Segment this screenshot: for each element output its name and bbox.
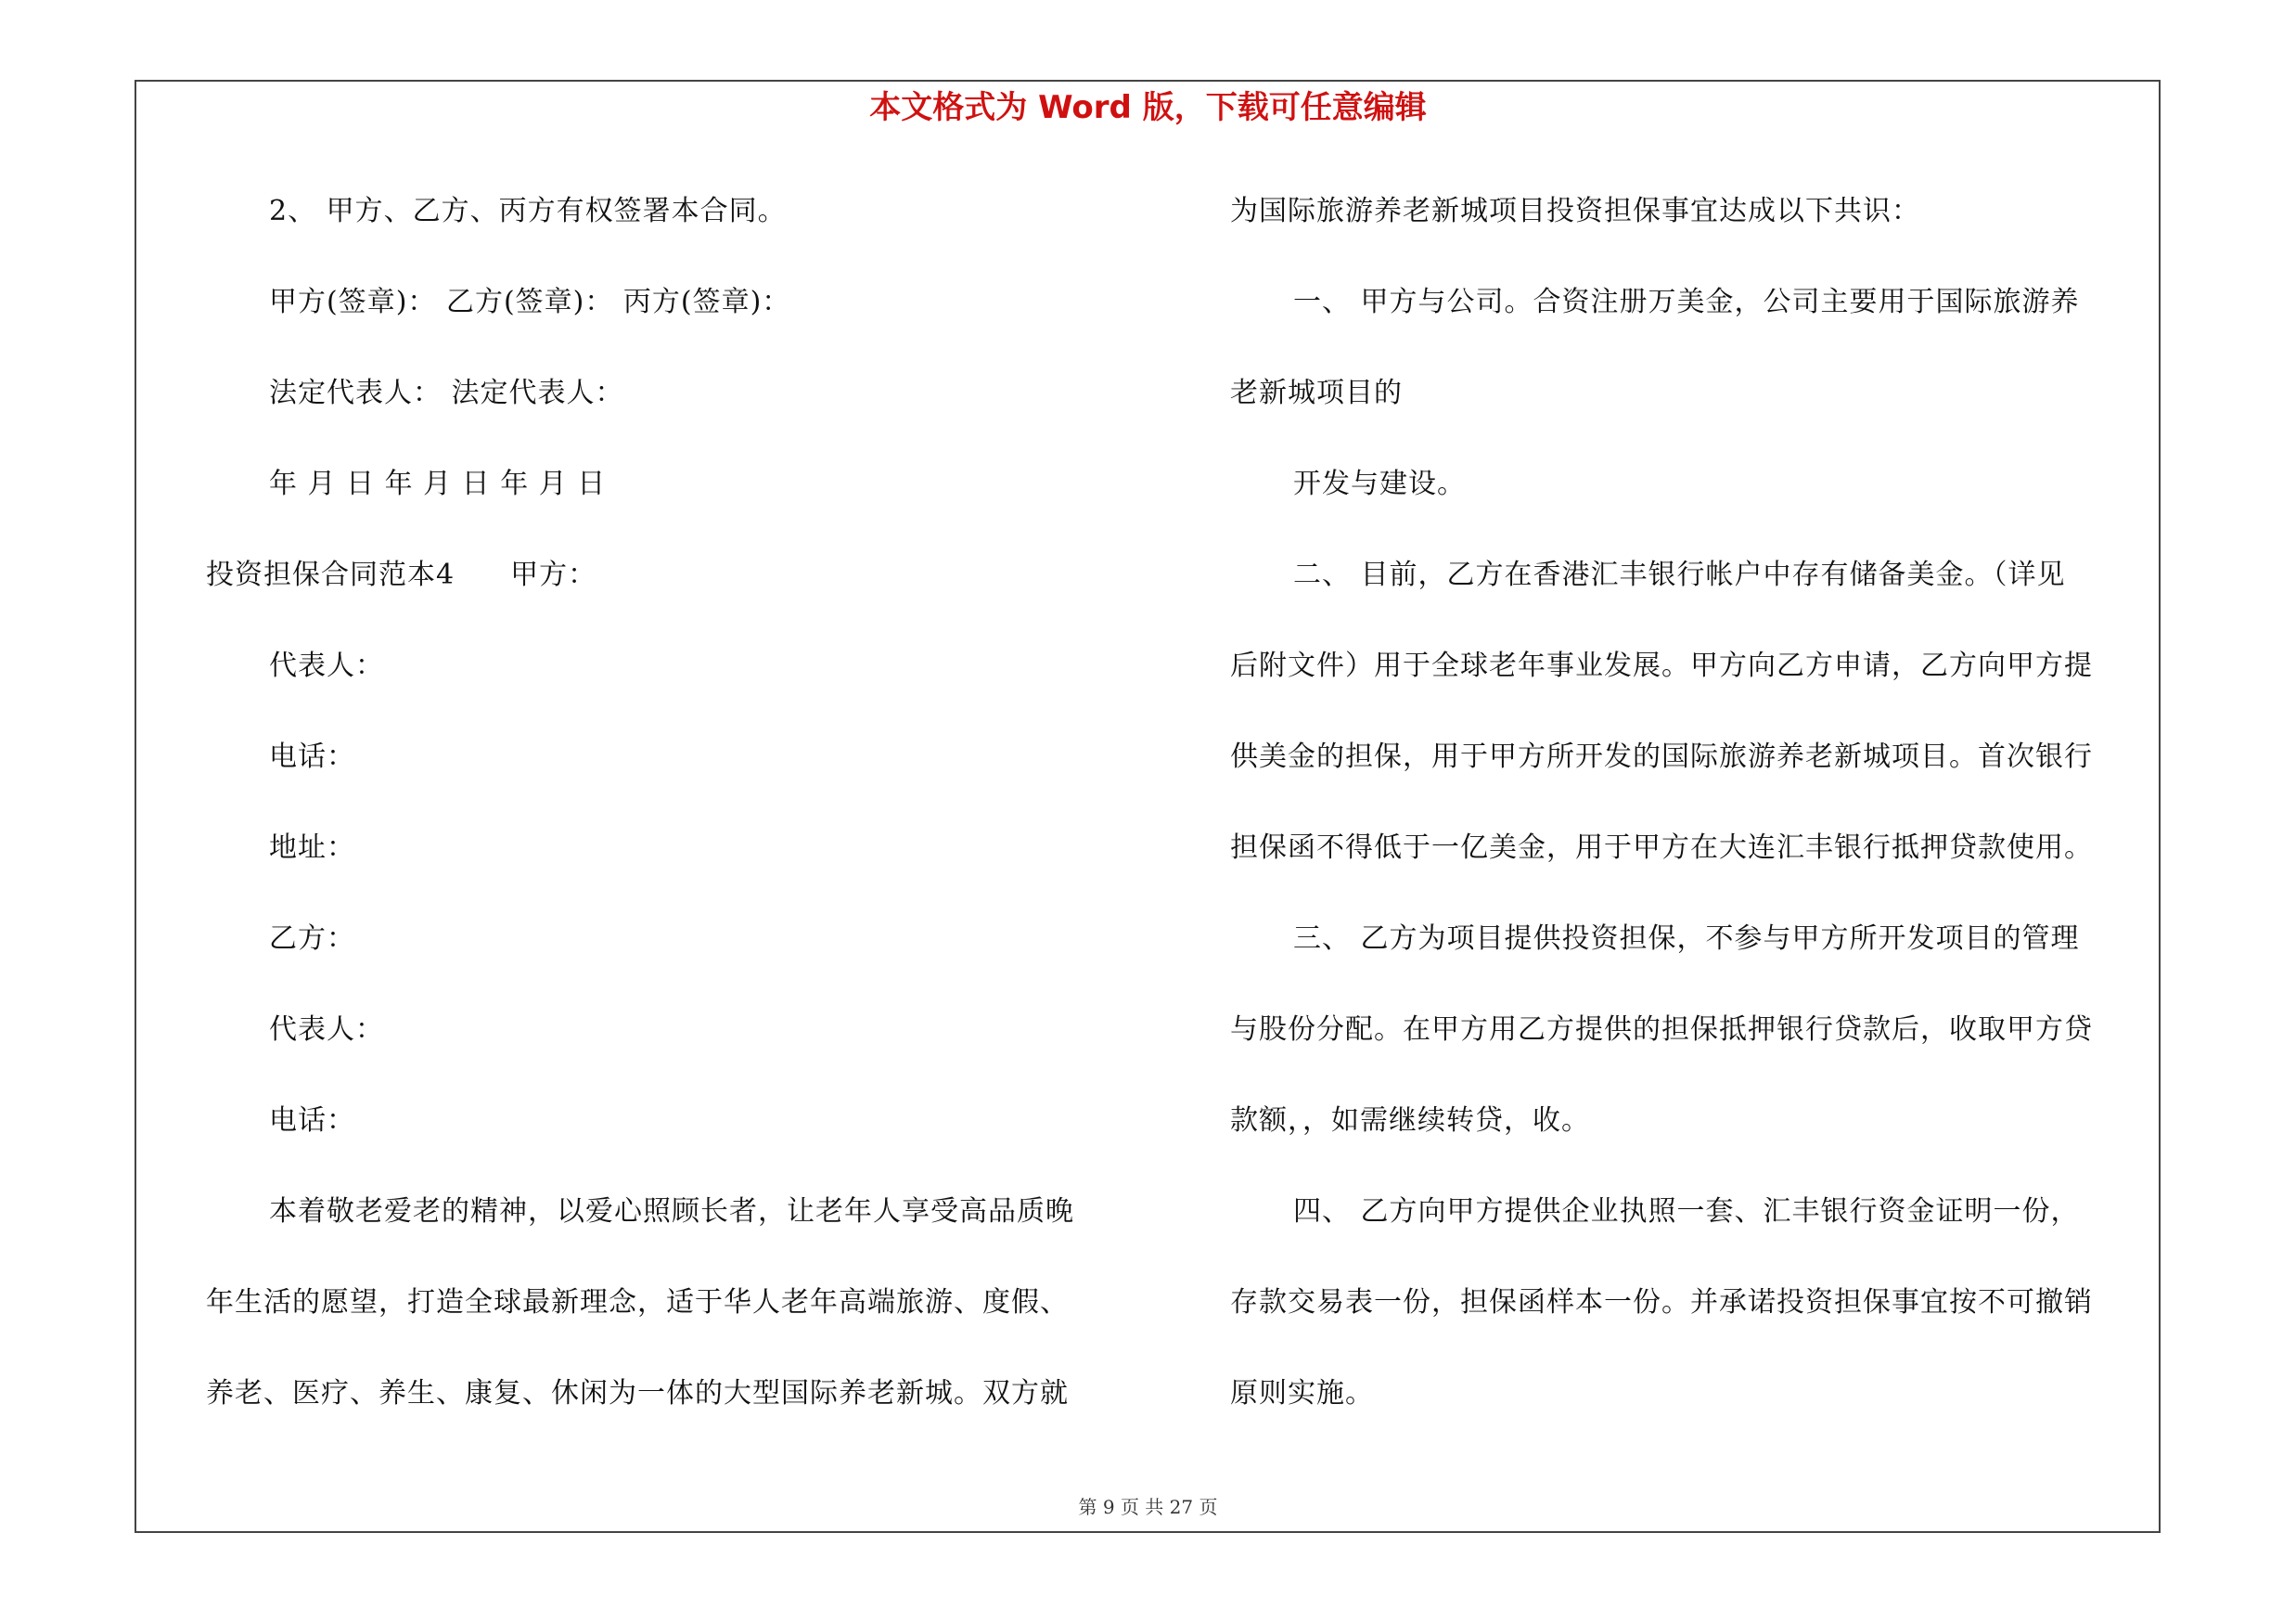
left-column <box>206 181 1171 1454</box>
page-number: 第 9 页 共 27 页 <box>1078 1496 1218 1518</box>
preamble-line-2: 年生活的愿望，打造全球最新理念，适于华人老年高端旅游、度假、 <box>206 1286 1069 1319</box>
right-column <box>1230 181 2167 1454</box>
party-a-representative: 代表人： <box>269 650 384 682</box>
party-a-address: 地址： <box>269 831 355 864</box>
clause-3-line-1: 三、 乙方为项目提供投资担保，不参与甲方所开发项目的管理 <box>1293 922 2080 955</box>
clause-2-line-1: 二、 目前，乙方在香港汇丰银行帐户中存有储备美金。（详见 <box>1293 559 2066 591</box>
clause-1-line-1: 一、 甲方与公司。合资注册万美金，公司主要用于国际旅游养 <box>1293 286 2080 318</box>
word-format-banner: 本文格式为 Word 版，下载可任意编辑 <box>869 89 1427 126</box>
clause-2-line-3: 供美金的担保，用于甲方所开发的国际旅游养老新城项目。首次银行 <box>1230 741 2093 773</box>
clause-3-line-2: 与股份分配。在甲方用乙方提供的担保抵押银行贷款后，收取甲方贷 <box>1230 1013 2093 1046</box>
party-a-label: 甲方： <box>510 559 597 591</box>
clause-4-line-3: 原则实施。 <box>1230 1377 1374 1410</box>
signature-line: 甲方(签章)： 乙方(签章)： 丙方(签章)： <box>269 286 791 318</box>
clause-4-line-2: 存款交易表一份，担保函样本一份。并承诺投资担保事宜按不可撤销 <box>1230 1286 2093 1319</box>
consensus-intro: 为国际旅游养老新城项目投资担保事宜达成以下共识： <box>1230 195 1920 227</box>
clause-2-line-2: 后附文件）用于全球老年事业发展。甲方向乙方申请，乙方向甲方提 <box>1230 650 2093 682</box>
contract-title-line <box>206 545 1171 636</box>
contract-title: 投资担保合同范本4 <box>206 559 455 591</box>
clause-2-signing-right: 2、 甲方、乙方、丙方有权签署本合同。 <box>269 195 787 227</box>
clause-4-line-1: 四、 乙方向甲方提供企业执照一套、汇丰银行资金证明一份， <box>1293 1195 2080 1228</box>
preamble-line-3: 养老、医疗、养生、康复、休闲为一体的大型国际养老新城。双方就 <box>206 1377 1069 1410</box>
clause-2-line-4: 担保函不得低于一亿美金，用于甲方在大连汇丰银行抵押贷款使用。 <box>1230 831 2093 864</box>
preamble-line-1: 本着敬老爱老的精神，以爱心照顾长者，让老年人享受高品质晚 <box>269 1195 1074 1228</box>
party-b-label: 乙方： <box>269 922 355 955</box>
clause-1-line-2: 老新城项目的 <box>1230 377 1403 409</box>
party-b-representative: 代表人： <box>269 1013 384 1046</box>
legal-representative-line: 法定代表人： 法定代表人： <box>269 377 624 409</box>
clause-3-line-3: 款额，，如需继续转贷，收。 <box>1230 1104 1590 1137</box>
clause-1-line-3: 开发与建设。 <box>1293 468 1466 500</box>
date-line: 年 月 日 年 月 日 年 月 日 <box>269 468 607 500</box>
party-b-phone: 电话： <box>269 1104 355 1137</box>
party-a-phone: 电话： <box>269 741 355 773</box>
